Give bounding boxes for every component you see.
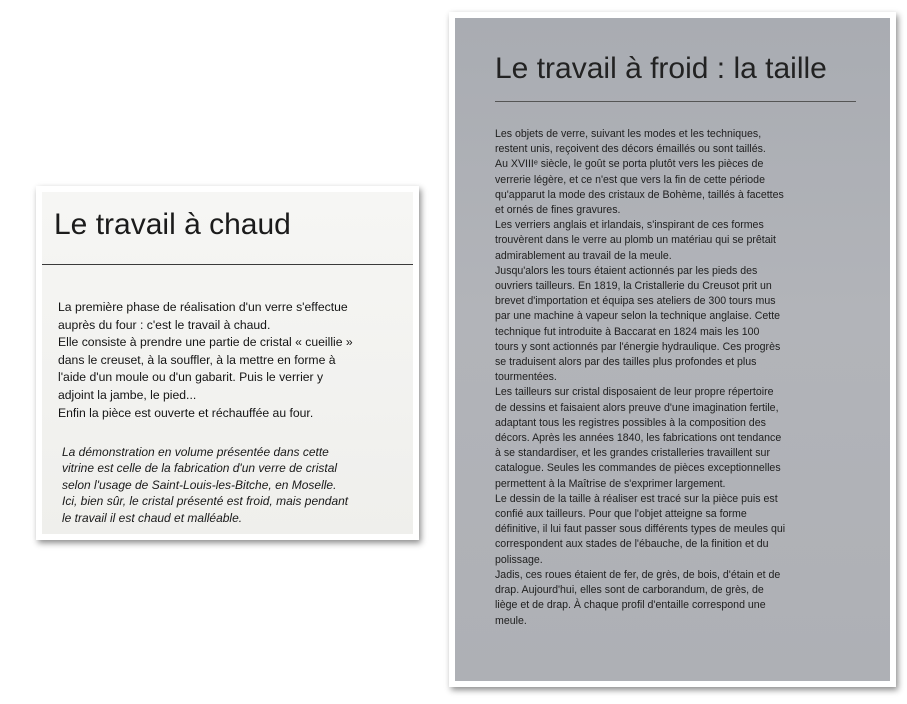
text-line: liège et de drap. À chaque profil d'entaille correspond une bbox=[495, 599, 766, 612]
text-line: dans le creuset, à la souffler, à la mettre en forme à bbox=[58, 352, 336, 367]
right-placard-plate bbox=[455, 18, 890, 681]
text-line: correspondent aux stades de l'ébauche, de la finition et du bbox=[495, 538, 769, 551]
text-line: restent unis, reçoivent des décors émaillés ou sont taillés. bbox=[495, 143, 766, 156]
italic-line: Ici, bien sûr, le cristal présenté est froid, mais pendant bbox=[62, 494, 349, 509]
italic-line: selon l'usage de Saint-Louis-les-Bitche, en Moselle. bbox=[62, 477, 337, 492]
right-placard-divider bbox=[495, 101, 856, 102]
text-line: polissage. bbox=[495, 553, 543, 566]
text-line: admirablement au travail de la meule. bbox=[495, 249, 672, 262]
text-line: Au XVIIIᵉ siècle, le goût se porta plutôt vers les pièces de bbox=[495, 158, 764, 171]
text-line: Jadis, ces roues étaient de fer, de grès, de bois, d'étain et de bbox=[495, 568, 781, 581]
text-line: trouvèrent dans le verre au plomb un matériau qui se prêtait bbox=[495, 234, 776, 247]
text-line: Enfin la pièce est ouverte et réchauffée au four. bbox=[58, 405, 314, 420]
text-line: de dessins et faisaient alors preuve d'une imagination fertile, bbox=[495, 401, 779, 414]
text-line: Le dessin de la taille à réaliser est tracé sur la pièce puis est bbox=[495, 492, 778, 505]
text-line: verrerie légère, et ce n'est que vers la fin de cette période bbox=[495, 173, 765, 186]
text-line: catalogue. Seules les commandes de pièces exceptionnelles bbox=[495, 462, 781, 475]
text-line: par une machine à vapeur selon la technique anglaise. Cette bbox=[495, 310, 781, 323]
left-placard-title: Le travail à chaud bbox=[54, 208, 291, 241]
text-line: Les tailleurs sur cristal disposaient de leur propre répertoire bbox=[495, 386, 774, 399]
text-line: Les objets de verre, suivant les modes et les techniques, bbox=[495, 128, 762, 140]
text-line: se traduisent alors par des tailles plus profondes et plus bbox=[495, 356, 757, 369]
left-placard-italic-note bbox=[62, 444, 407, 526]
text-line: tourmentées. bbox=[495, 371, 557, 384]
italic-line: vitrine est celle de la fabrication d'un verre de cristal bbox=[62, 461, 338, 476]
italic-line: le travail il est chaud et malléable. bbox=[62, 510, 243, 525]
text-line: décors. Après les années 1840, les fabrications ont tendance bbox=[495, 432, 782, 445]
text-line: l'aide d'un moule ou d'un gabarit. Puis le verrier y bbox=[58, 370, 324, 385]
right-placard bbox=[449, 12, 896, 687]
text-line: technique fut introduite à Baccarat en 1824 mais les 100 bbox=[495, 325, 760, 338]
text-line: et ornés de fines gravures. bbox=[495, 204, 621, 217]
text-line: permettent à la Maîtrise de s'exprimer largement. bbox=[495, 477, 726, 490]
left-placard-divider bbox=[42, 264, 413, 265]
text-line: Elle consiste à prendre une partie de cristal « cueillie » bbox=[58, 335, 353, 350]
text-line: ouvriers tailleurs. En 1819, la Cristallerie du Creusot prit un bbox=[495, 280, 772, 293]
left-placard-plate bbox=[42, 192, 413, 534]
italic-line: La démonstration en volume présentée dans cette bbox=[62, 445, 329, 459]
text-line: Les verriers anglais et irlandais, s'inspirant de ces formes bbox=[495, 219, 764, 232]
text-line: adaptant tous les registres possibles à la composition des bbox=[495, 416, 766, 429]
text-line: Jusqu'alors les tours étaient actionnés par les pieds des bbox=[495, 264, 758, 277]
text-line: qu'apparut la mode des cristaux de Bohème, taillés à facettes bbox=[495, 188, 784, 201]
right-placard-title: Le travail à froid : la taille bbox=[495, 52, 827, 85]
text-line: auprès du four : c'est le travail à chaud. bbox=[58, 317, 271, 332]
text-line: à se standardiser, et les grandes cristalleries travaillent sur bbox=[495, 447, 770, 460]
right-placard-body bbox=[495, 127, 867, 629]
text-line: La première phase de réalisation d'un verre s'effectue bbox=[58, 300, 348, 314]
text-line: drap. Aujourd'hui, elles sont de carborandum, de grès, de bbox=[495, 584, 764, 597]
left-placard-paragraph bbox=[58, 299, 408, 422]
text-line: tours y sont actionnés par l'énergie hydraulique. Ces progrès bbox=[495, 340, 781, 353]
text-line: meule. bbox=[495, 614, 527, 627]
text-line: adjoint la jambe, le pied... bbox=[58, 387, 197, 402]
text-line: confié aux tailleurs. Pour que l'objet atteigne sa forme bbox=[495, 508, 747, 521]
text-line: définitive, il lui faut passer sous différents types de meules qui bbox=[495, 523, 786, 536]
left-placard bbox=[36, 186, 419, 540]
text-line: brevet d'importation et équipa ses ateliers de 300 tours mus bbox=[495, 295, 776, 308]
